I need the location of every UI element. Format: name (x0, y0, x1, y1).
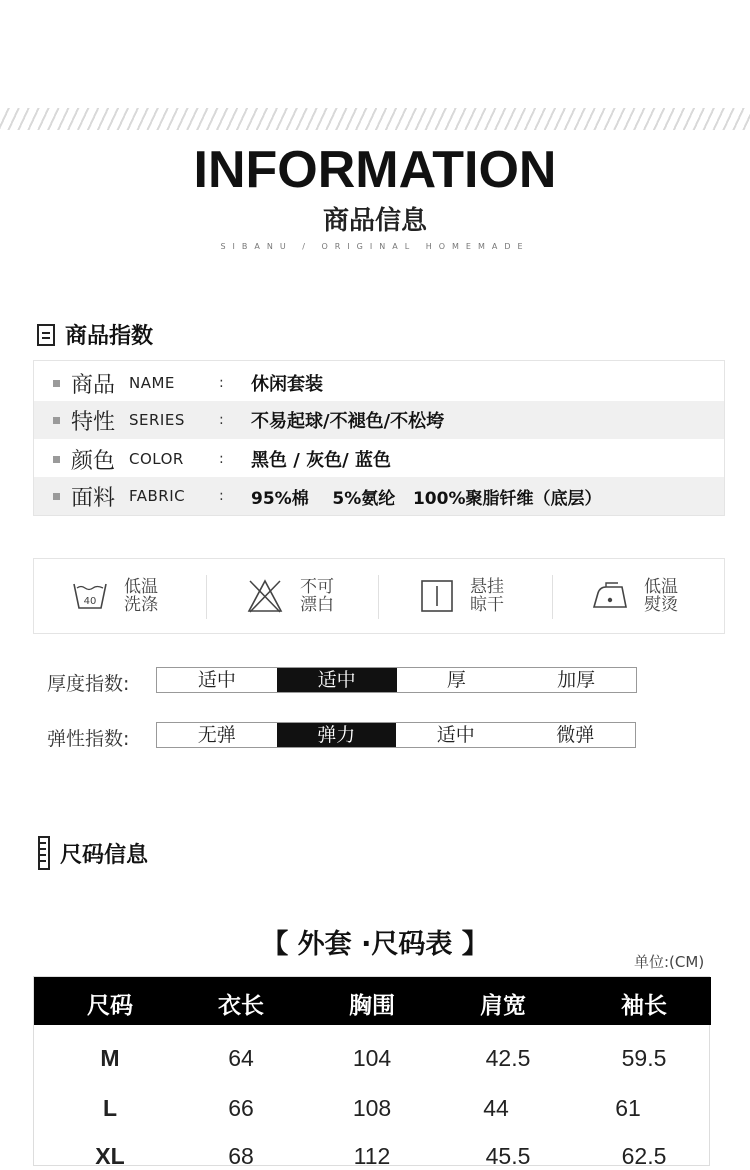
care-label: 低温 洗涤 (124, 577, 158, 615)
unit-label: 单位:(CM) (634, 953, 705, 971)
brand-tagline: SIBANU / ORIGINAL HOMEMADE (220, 242, 530, 251)
wash-40-icon (72, 580, 108, 612)
thickness-option: 适中 (197, 669, 236, 691)
product-section-heading (37, 319, 153, 350)
cell-length: 66 (228, 1095, 254, 1121)
page-subtitle: 商品信息 (322, 206, 427, 236)
info-row-name (34, 364, 724, 402)
size-table (33, 976, 710, 1169)
low-iron-icon (592, 581, 628, 611)
thickness-scale (156, 667, 637, 693)
thickness-option: 厚 (446, 669, 466, 691)
cell-shoulder: 42.5 (485, 1045, 531, 1071)
size-section-title: 尺码信息 (60, 842, 149, 868)
svg-text:40: 40 (83, 596, 97, 607)
cell-sleeve: 59.5 (621, 1045, 667, 1071)
row-value: 黑色 / 灰色/ 蓝色 (251, 450, 391, 471)
row-colon: : (219, 412, 224, 428)
bullet-icon (53, 380, 60, 387)
info-row-color (34, 440, 724, 478)
bullet-icon (53, 493, 60, 500)
document-icon (37, 324, 55, 346)
care-item-dry (420, 573, 510, 619)
cell-size: L (102, 1095, 118, 1121)
row-label-cn: 商品 (71, 372, 116, 398)
product-info-table (33, 360, 725, 516)
row-label-cn: 面料 (71, 485, 116, 511)
row-colon: : (219, 451, 224, 467)
row-colon: : (219, 375, 224, 391)
info-row-fabric (34, 477, 724, 515)
thickness-label: 厚度指数: (47, 673, 130, 695)
cell-chest: 108 (352, 1095, 392, 1121)
row-label-en: FABRIC (129, 487, 186, 505)
size-table-title: 【 外套 ·尺码表 】 (261, 929, 489, 960)
bullet-icon (53, 456, 60, 463)
row-label-en: COLOR (129, 450, 184, 468)
page-title: INFORMATION (193, 141, 557, 199)
divider (378, 575, 379, 619)
row-label-en: NAME (129, 374, 175, 392)
care-item-bleach (246, 573, 340, 619)
decorative-slash-band (0, 108, 750, 130)
elasticity-option: 无弹 (197, 724, 236, 746)
elasticity-option-selected: 弹力 (277, 723, 397, 747)
thickness-option: 加厚 (557, 669, 596, 691)
row-value: 不易起球/不褪色/不松垮 (251, 411, 445, 432)
info-row-series (34, 401, 724, 439)
cell-chest: 112 (353, 1143, 391, 1169)
care-item-iron (592, 573, 684, 619)
product-section-title: 商品指数 (65, 324, 154, 349)
cell-size: XL (95, 1143, 125, 1169)
row-value: 休闲套装 (251, 374, 323, 395)
hang-dry-icon (420, 579, 454, 613)
thickness-option-selected: 适中 (277, 668, 397, 692)
care-label: 不可 漂白 (300, 577, 334, 615)
column-header: 肩宽 (480, 993, 526, 1019)
care-label: 低温 熨烫 (644, 577, 678, 615)
care-instructions (33, 558, 725, 634)
column-header: 胸围 (349, 993, 395, 1019)
table-header (34, 977, 711, 1025)
row-value: 95%棉 5%氨纶 100%聚脂钎维（底层） (251, 488, 602, 509)
ruler-icon (38, 836, 50, 870)
divider (552, 575, 553, 619)
cell-length: 64 (228, 1045, 254, 1071)
cell-length: 68 (228, 1143, 254, 1169)
no-bleach-icon (246, 578, 284, 614)
cell-size: M (100, 1045, 120, 1071)
elasticity-scale (156, 722, 636, 748)
elasticity-option: 适中 (436, 724, 475, 746)
divider (206, 575, 207, 619)
cell-sleeve: 62.5 (621, 1143, 667, 1169)
row-colon: : (219, 488, 224, 504)
row-label-cn: 特性 (71, 409, 116, 435)
size-section-heading (38, 836, 148, 870)
care-item-wash (72, 573, 164, 619)
elasticity-label: 弹性指数: (47, 728, 130, 750)
row-label-en: SERIES (129, 411, 185, 429)
column-header: 尺码 (87, 993, 133, 1019)
cell-shoulder: 45.5 (485, 1143, 531, 1169)
cell-sleeve: 61 (615, 1095, 641, 1121)
cell-shoulder: 44 (483, 1095, 509, 1121)
cell-chest: 104 (352, 1045, 392, 1071)
bullet-icon (53, 417, 60, 424)
elasticity-option: 微弹 (556, 724, 595, 746)
column-header: 袖长 (621, 993, 667, 1019)
care-label: 悬挂 晾干 (470, 577, 504, 615)
column-header: 衣长 (218, 993, 264, 1019)
row-label-cn: 颜色 (71, 448, 116, 474)
